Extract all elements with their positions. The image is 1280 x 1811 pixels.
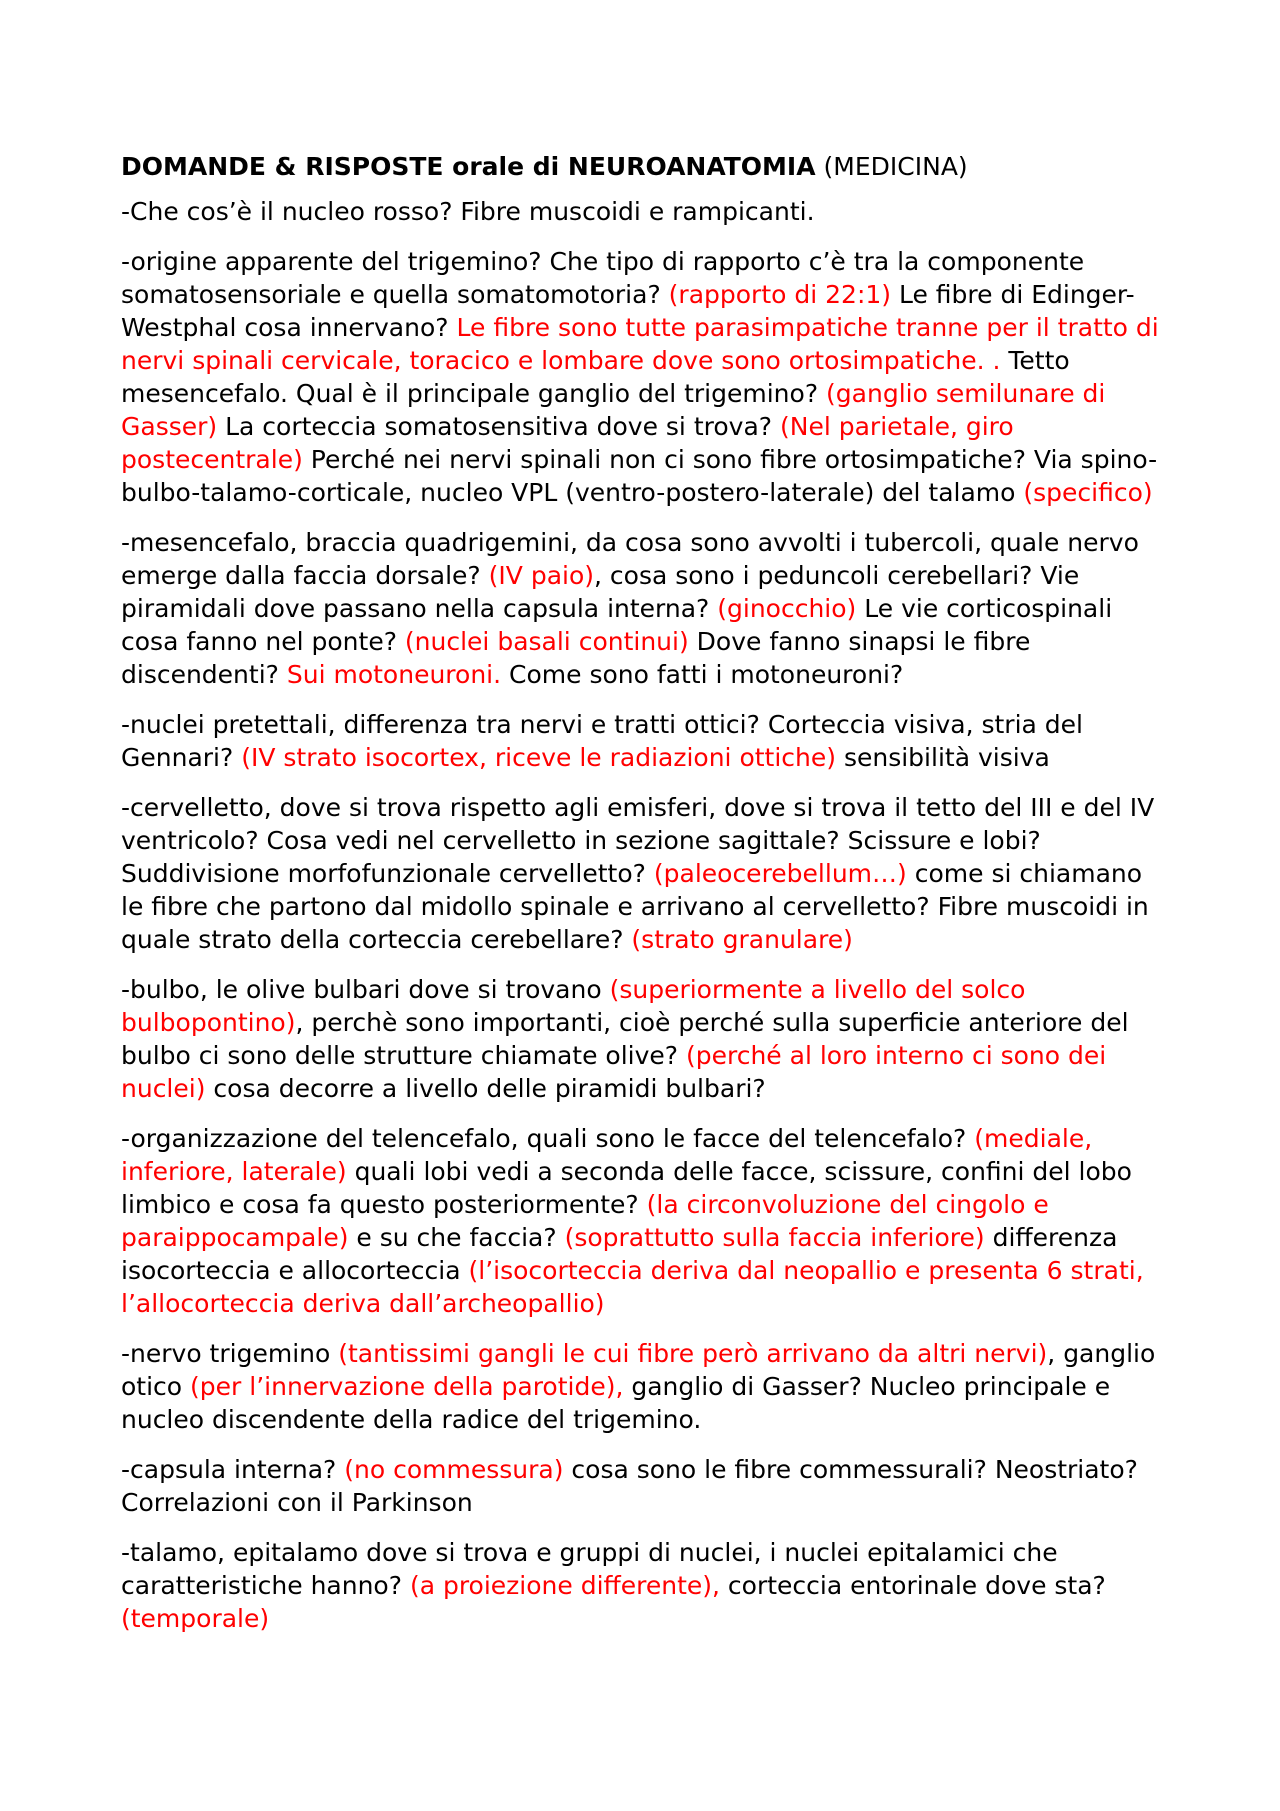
qa-paragraph xyxy=(121,1536,1170,1635)
answer-text: (temporale) xyxy=(121,1604,270,1633)
answer-text: (IV paio) xyxy=(488,561,595,590)
answer-text: (mediale, inferiore, laterale) xyxy=(121,1124,1093,1186)
answer-text: Sui motoneuroni. xyxy=(286,660,502,689)
question-text: -talamo, epitalamo dove si trova e gruppi di nuclei, i nuclei epitalamici che caratteristiche hanno? xyxy=(121,1538,1058,1600)
question-text: -nuclei pretettali, differenza tra nervi e tratti ottici? Corteccia visiva, stria del Gennari? xyxy=(121,710,1083,772)
question-text: Come sono fatti i motoneuroni? xyxy=(501,660,904,689)
answer-text: (no commessura) xyxy=(344,1455,564,1484)
answer-text: (tantissimi gangli le cui fibre però arrivano da altri nervi) xyxy=(338,1339,1048,1368)
question-text: -origine apparente del trigemino? Che tipo di rapporto c’è tra la componente somatosensoriale e quella somatomotoria? xyxy=(121,247,1085,309)
question-text: -cervelletto, dove si trova rispetto agli emisferi, dove si trova il tetto del III e del IV ventricolo? Cosa vedi nel cervelletto in sezione sagittale? Scissure e lobi? Suddivisione morfofunzionale cervelletto? xyxy=(121,793,1155,888)
question-text: cosa sono le fibre commessurali? Neostriato? Correlazioni con il Parkinson xyxy=(121,1455,1138,1517)
answer-text: (IV strato isocortex, riceve le radiazioni ottiche) xyxy=(241,743,837,772)
question-text: , perchè sono importanti, cioè perché sulla superficie anteriore del bulbo ci sono delle strutture chiamate olive? xyxy=(121,1008,1129,1070)
question-text: ganglio di Gasser? Nucleo principale e nucleo discendente della radice del trigemino. xyxy=(121,1372,1111,1434)
question-text: sensibilità visiva xyxy=(836,743,1050,772)
question-text: -nervo trigemino xyxy=(121,1339,339,1368)
question-text: -Che cos’è il nucleo rosso? Fibre muscoidi e rampicanti. xyxy=(121,197,815,226)
answer-text: (soprattutto sulla faccia inferiore) xyxy=(564,1223,985,1252)
question-text: come si chiamano le fibre che partono dal midollo spinale e arrivano al cervelletto? Fibre muscoidi in quale strato della corteccia cerebellare? xyxy=(121,859,1149,954)
document-body xyxy=(121,195,1170,1635)
question-text: Perché nei nervi spinali non ci sono fibre ortosimpatiche? Via spino-bulbo-talamo-corticale, nucleo VPL (ventro-postero-laterale) del talamo xyxy=(121,445,1158,507)
answer-text: (paleocerebellum…) xyxy=(653,859,907,888)
answer-text: (nuclei basali continui) xyxy=(404,627,689,656)
question-text: -organizzazione del telencefalo, quali sono le facce del telencefalo? xyxy=(121,1124,975,1153)
answer-text: (Nel parietale, giro postecentrale) xyxy=(121,412,1014,474)
qa-paragraph xyxy=(121,1453,1170,1519)
question-text: , ganglio otico xyxy=(121,1339,1156,1401)
qa-paragraph xyxy=(121,195,1170,228)
question-text: -mesencefalo, braccia quadrigemini, da cosa sono avvolti i tubercoli, quale nervo emerge dalla faccia dorsale? xyxy=(121,528,1139,590)
question-text: cosa decorre a livello delle piramidi bulbari? xyxy=(205,1074,766,1103)
qa-paragraph xyxy=(121,791,1170,956)
answer-text: (l’isocorteccia deriva dal neopallio e presenta 6 strati, l’allocorteccia deriva dall’archeopallio) xyxy=(121,1256,1144,1318)
question-text: differenza isocorteccia e allocorteccia xyxy=(121,1223,1118,1285)
document-title xyxy=(121,150,1170,183)
question-text: corteccia entorinale dove sta? xyxy=(719,1571,1106,1600)
answer-text: (ganglio semilunare di Gasser) xyxy=(121,379,1106,441)
qa-paragraph xyxy=(121,973,1170,1105)
answer-text: (a proiezione differente), xyxy=(409,1571,720,1600)
qa-paragraph xyxy=(121,1337,1170,1436)
qa-paragraph xyxy=(121,526,1170,691)
answer-text: Le fibre sono tutte parasimpatiche tranne per il tratto di nervi spinali cervicale, toracico e lombare dove sono ortosimpatiche. . xyxy=(121,313,1159,375)
answer-text: (ginocchio) xyxy=(717,594,857,623)
qa-paragraph xyxy=(121,708,1170,774)
answer-text: (specifico) xyxy=(1023,478,1153,507)
answer-text: (rapporto di 22:1) xyxy=(668,280,892,309)
answer-text: (strato granulare) xyxy=(631,925,853,954)
answer-text: (superiormente a livello del solco bulbopontino) xyxy=(121,975,1026,1037)
question-text: e su che faccia? xyxy=(348,1223,565,1252)
qa-paragraph xyxy=(121,245,1170,509)
question-text: quali lobi vedi a seconda delle facce, scissure, confini del lobo limbico e cosa fa questo posteriormente? xyxy=(121,1157,1132,1219)
answer-text: (perché al loro interno ci sono dei nuclei) xyxy=(121,1041,1107,1103)
title-bold: DOMANDE & RISPOSTE orale di NEUROANATOMIA xyxy=(121,152,816,181)
answer-text: (per l’innervazione della parotide), xyxy=(190,1372,624,1401)
question-text: Dove fanno sinapsi le fibre discendenti? xyxy=(121,627,1031,689)
question-text: Le vie corticospinali cosa fanno nel ponte? xyxy=(121,594,1113,656)
question-text: -capsula interna? xyxy=(121,1455,345,1484)
question-text: , cosa sono i peduncoli cerebellari? Vie piramidali dove passano nella capsula interna? xyxy=(121,561,1080,623)
question-text: Le fibre di Edinger-Westphal cosa innervano? xyxy=(121,280,1135,342)
answer-text: (la circonvoluzione del cingolo e paraippocampale) xyxy=(121,1190,1049,1252)
question-text: La corteccia somatosensitiva dove si trova? xyxy=(217,412,780,441)
question-text: -bulbo, le olive bulbari dove si trovano xyxy=(121,975,610,1004)
qa-paragraph xyxy=(121,1122,1170,1320)
question-text: Tetto mesencefalo. Qual è il principale ganglio del trigemino? xyxy=(121,346,1070,408)
title-suffix: (MEDICINA) xyxy=(815,152,968,181)
